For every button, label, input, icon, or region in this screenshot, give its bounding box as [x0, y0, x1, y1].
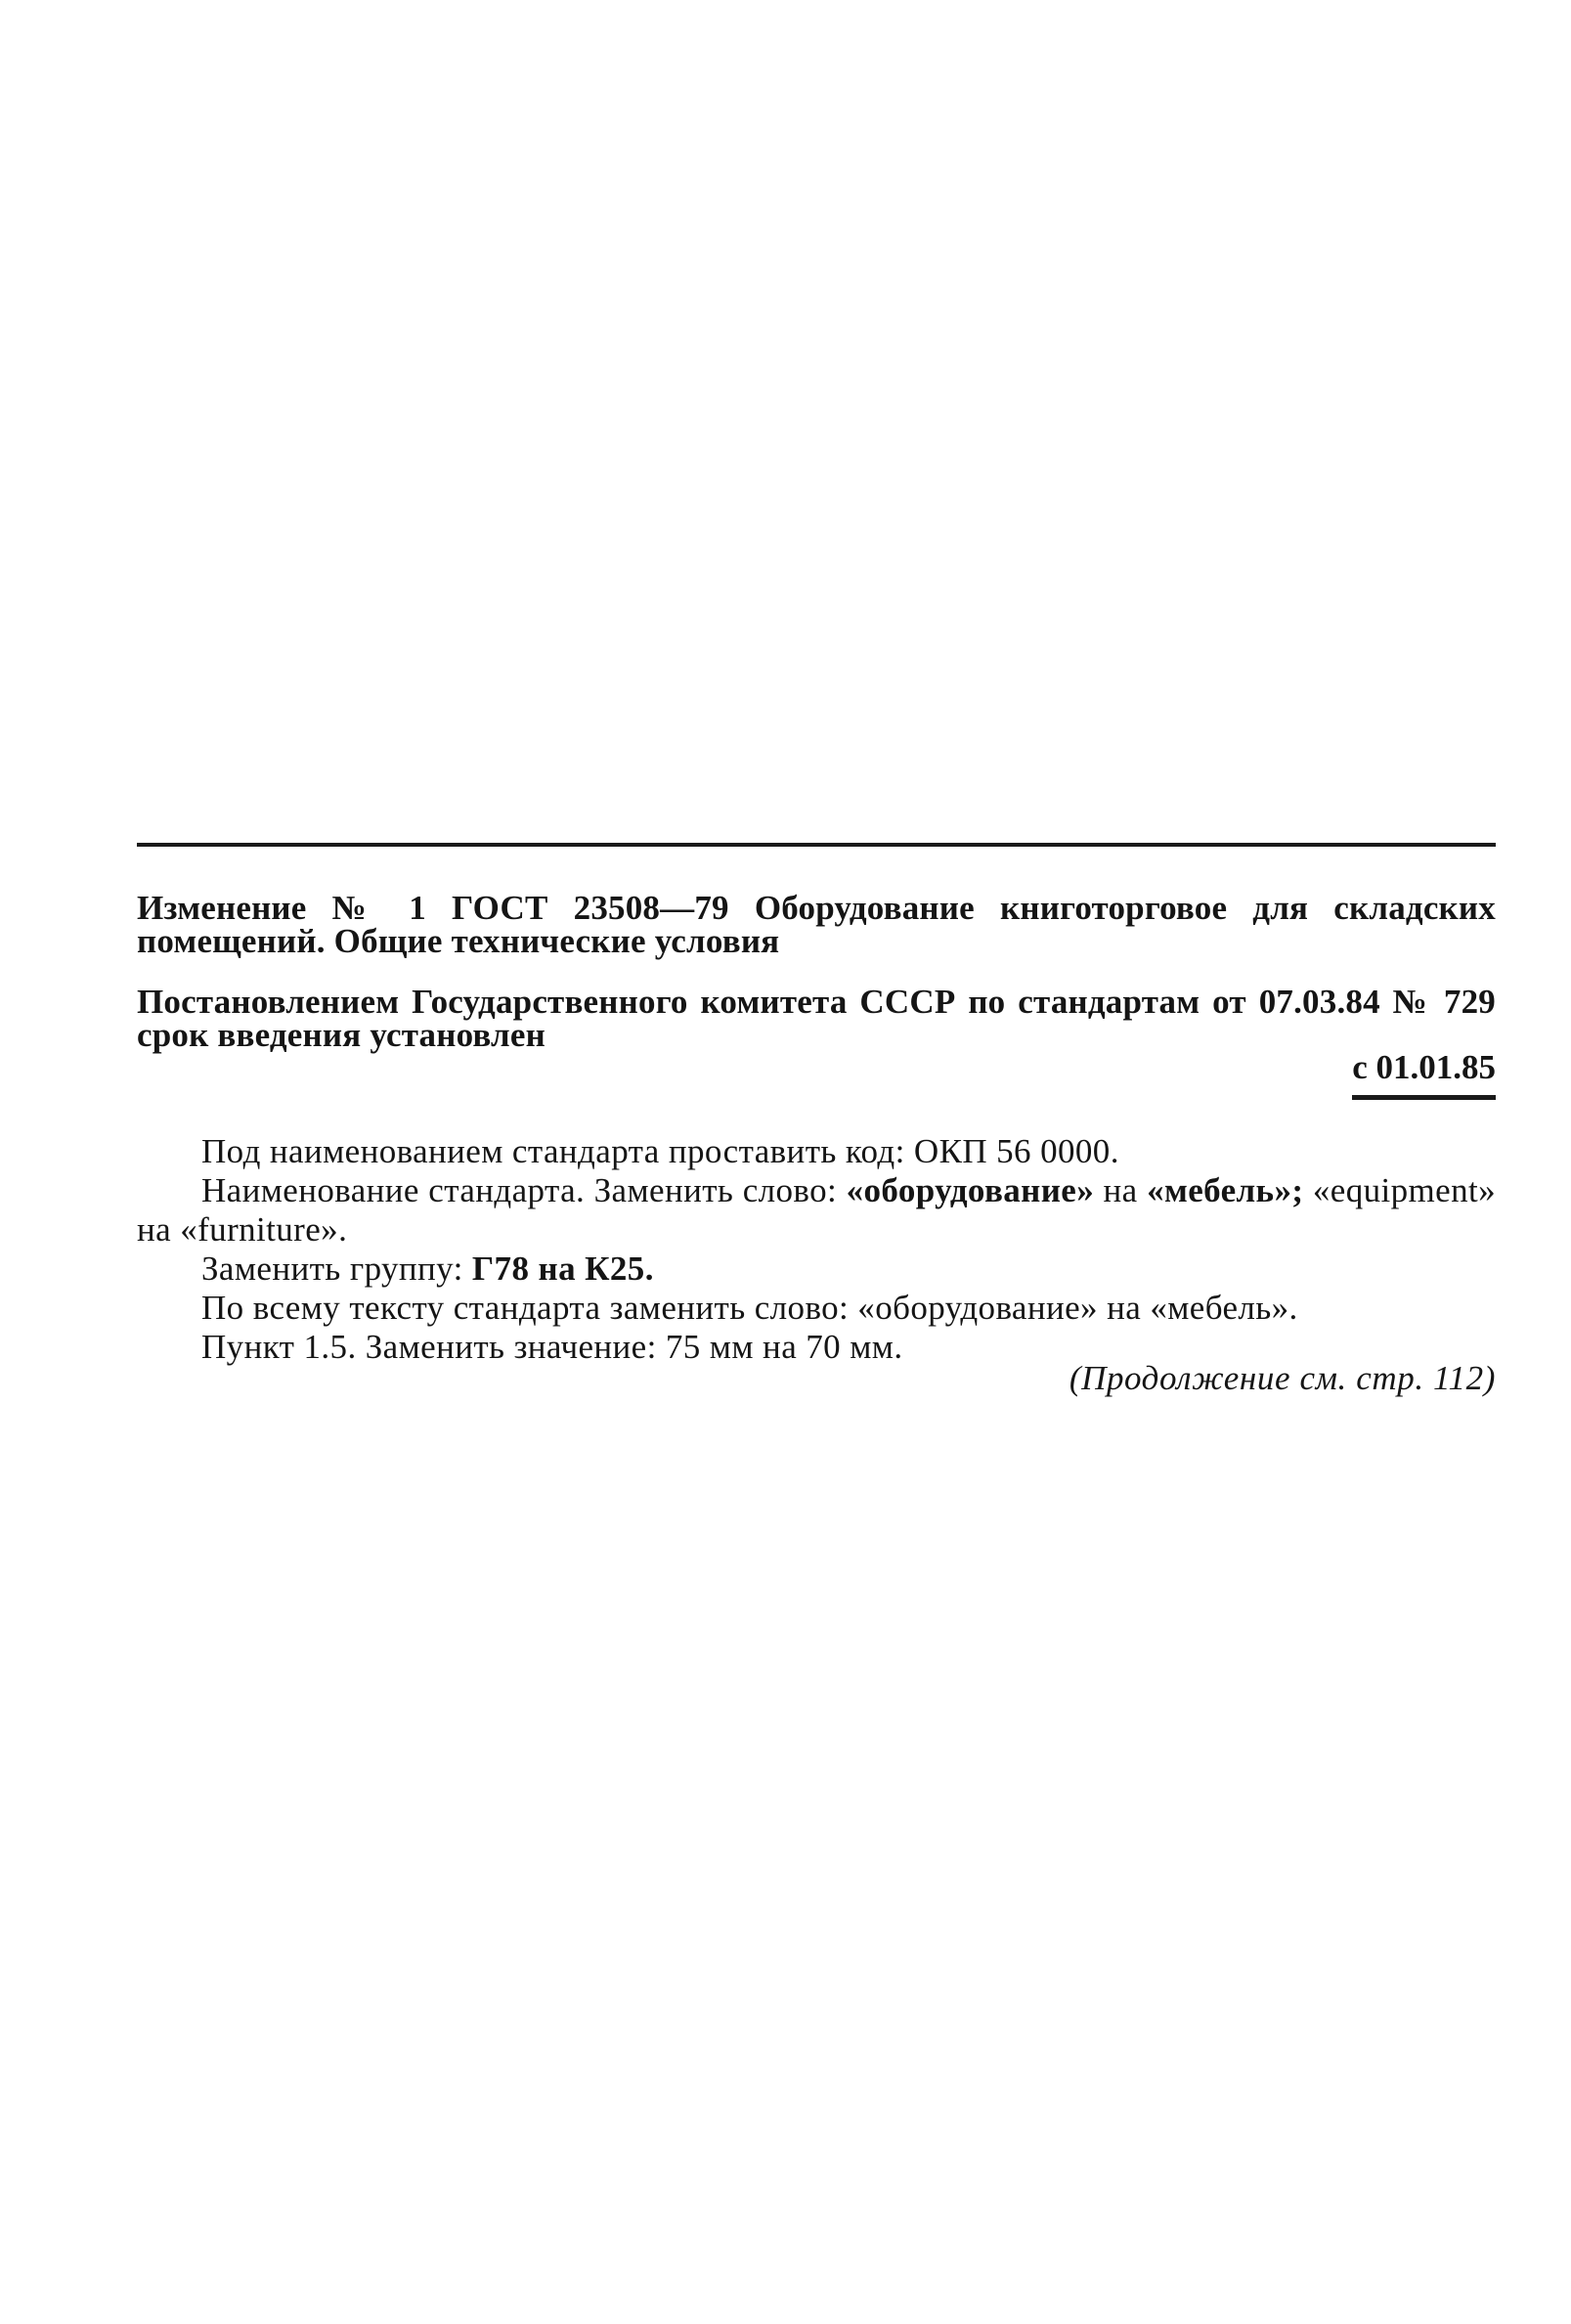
- amendment-body: [137, 1132, 1496, 1367]
- paragraph-group-change: [137, 1250, 1496, 1289]
- resolution-heading: Постановлением Государственного комитета СССР по стандартам от 07.03.84 № 729 срок введения установлен: [137, 983, 1496, 1054]
- amendment-heading: Изменение № 1 ГОСТ 23508—79 Оборудование книготорговое для складских помещений. Общие технические условия: [137, 889, 1496, 960]
- paragraph-text-replace: По всему тексту стандарта заменить слово: «оборудование» на «мебель».: [201, 1289, 1298, 1327]
- paragraph-value-change: Пункт 1.5. Заменить значение: 75 мм на 70 мм.: [201, 1328, 903, 1366]
- old-word: «оборудование»: [846, 1171, 1095, 1209]
- paragraph-text: Заменить группу:: [201, 1250, 472, 1288]
- paragraph-text: «equipment» на «furniture».: [137, 1171, 1496, 1249]
- effective-date: с 01.01.85: [1352, 1048, 1496, 1100]
- horizontal-rule: [137, 843, 1496, 847]
- continuation-note: (Продолжение см. стр. 112): [1069, 1359, 1496, 1397]
- paragraph-text: на: [1094, 1171, 1148, 1209]
- paragraph-name-change: [137, 1171, 1496, 1250]
- paragraph-okp-code: Под наименованием стандарта проставить код: ОКП 56 0000.: [201, 1132, 1119, 1170]
- paragraph-text: Наименование стандарта. Заменить слово:: [201, 1171, 847, 1209]
- new-word: «мебель»;: [1147, 1171, 1304, 1209]
- group-value: Г78 на К25.: [471, 1250, 654, 1288]
